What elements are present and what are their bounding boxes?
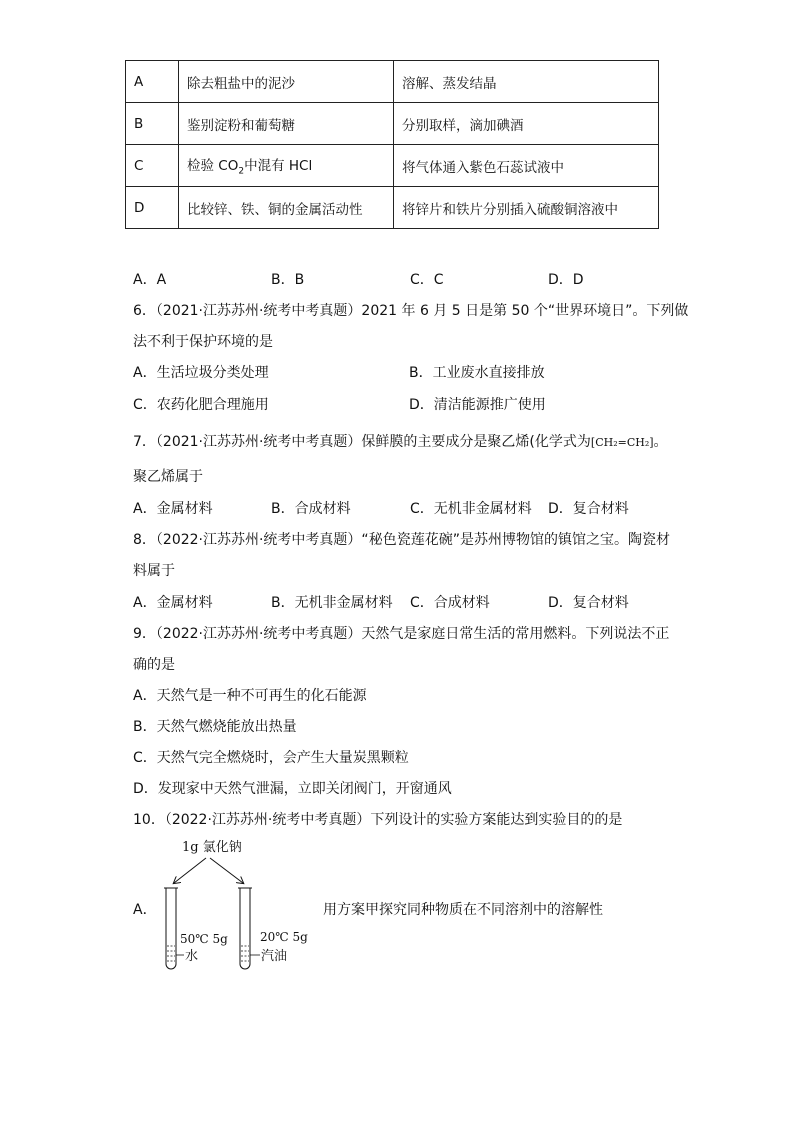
choice-b[interactable]: B．天然气燃烧能放出热量	[133, 719, 297, 735]
choice-d[interactable]: D．复合材料	[548, 595, 629, 611]
arrow-right	[210, 858, 243, 883]
purpose-text-post: 中混有 HCl	[244, 158, 313, 175]
q6-stem-line2: 法不利于保护环境的是	[133, 334, 273, 350]
table-cell-purpose	[179, 145, 394, 187]
right-test-tube	[238, 888, 260, 969]
choice-a[interactable]: A．金属材料	[133, 595, 213, 611]
choice-c[interactable]: C．C	[410, 272, 444, 288]
choice-d[interactable]: D．发现家中天然气泄漏，立即关闭阀门，开窗通风	[133, 781, 452, 797]
table-cell-method: 将气体通入紫色石蕊试液中	[394, 145, 659, 187]
purpose-text-pre: 检验 CO	[187, 158, 239, 175]
choice-a[interactable]: A．金属材料	[133, 501, 213, 517]
left-tube-label: 50℃ 5g	[180, 932, 228, 946]
choice-c[interactable]: C．合成材料	[410, 595, 490, 611]
choice-a[interactable]: A．生活垃圾分类处理	[133, 365, 269, 381]
table-cell-method: 分别取样，滴加碘酒	[394, 103, 659, 145]
subscript: 2	[238, 166, 245, 177]
choice-c[interactable]: C．无机非金属材料	[410, 501, 532, 517]
q6-stem-line1: 6．（2021·江苏苏州·统考中考真题）2021 年 6 月 5 日是第 50 个“世界环境日”。下列做	[133, 303, 689, 319]
table-row	[126, 145, 659, 187]
experiment-figure	[150, 836, 320, 980]
left-test-tube	[164, 888, 184, 969]
table-cell-purpose: 除去粗盐中的泥沙	[179, 61, 394, 103]
table-cell-purpose: 比较锌、铁、铜的金属活动性	[179, 187, 394, 229]
choice-a[interactable]: A．天然气是一种不可再生的化石能源	[133, 688, 367, 704]
choice-d[interactable]: D．清洁能源推广使用	[409, 397, 546, 413]
q8-stem-line2: 料属于	[133, 563, 175, 579]
q10-stem: 10．（2022·江苏苏州·统考中考真题）下列设计的实验方案能达到实验目的的是	[133, 812, 623, 828]
left-liquid-label: 水	[185, 949, 199, 964]
right-liquid-label: 汽油	[261, 949, 288, 964]
table-cell-option: A	[126, 61, 179, 103]
q7-stem-line2: 聚乙烯属于	[133, 469, 203, 485]
table-cell-option: C	[126, 145, 179, 187]
choice-c[interactable]: C．天然气完全燃烧时，会产生大量炭黑颗粒	[133, 750, 409, 766]
q9-stem-line1: 9．（2022·江苏苏州·统考中考真题）天然气是家庭日常生活的常用燃料。下列说法不正	[133, 626, 670, 642]
table-cell-purpose: 鉴别淀粉和葡萄糖	[179, 103, 394, 145]
choice-b[interactable]: B．合成材料	[271, 501, 351, 517]
table-row	[126, 103, 659, 145]
choice-a[interactable]: A．A	[133, 272, 167, 288]
choice-b[interactable]: B．无机非金属材料	[271, 595, 393, 611]
chemical-formula: [CH₂=CH₂]	[590, 436, 654, 449]
table-row	[126, 187, 659, 229]
choice-d[interactable]: D．D	[548, 272, 584, 288]
choice-d[interactable]: D．复合材料	[548, 501, 629, 517]
options-table	[125, 60, 659, 229]
table-cell-option: B	[126, 103, 179, 145]
table-cell-method: 将锌片和铁片分别插入硫酸铜溶液中	[394, 187, 659, 229]
arrow-left	[174, 858, 206, 883]
choice-b[interactable]: B．B	[271, 272, 305, 288]
choice-c[interactable]: C．农药化肥合理施用	[133, 397, 269, 413]
choice-b[interactable]: B．工业废水直接排放	[409, 365, 545, 381]
q8-stem-line1: 8．（2022·江苏苏州·统考中考真题）“秘色瓷莲花碗”是苏州博物馆的镇馆之宝。陶瓷材	[133, 532, 670, 548]
q9-stem-line2: 确的是	[133, 657, 175, 673]
table-row	[126, 61, 659, 103]
q7-stem-text: 7．（2021·江苏苏州·统考中考真题）保鲜膜的主要成分是聚乙烯(化学式为	[133, 434, 591, 450]
q7-stem-end: 。	[653, 434, 668, 450]
q10-option-label[interactable]: A．	[133, 902, 157, 918]
table-cell-option: D	[126, 187, 179, 229]
right-tube-label: 20℃ 5g	[260, 930, 308, 944]
q7-stem-line1	[133, 431, 668, 451]
figure-top-label: 1g 氯化钠	[182, 840, 242, 855]
q10-option-description: 用方案甲探究同种物质在不同溶剂中的溶解性	[323, 902, 603, 918]
table-cell-method: 溶解、蒸发结晶	[394, 61, 659, 103]
